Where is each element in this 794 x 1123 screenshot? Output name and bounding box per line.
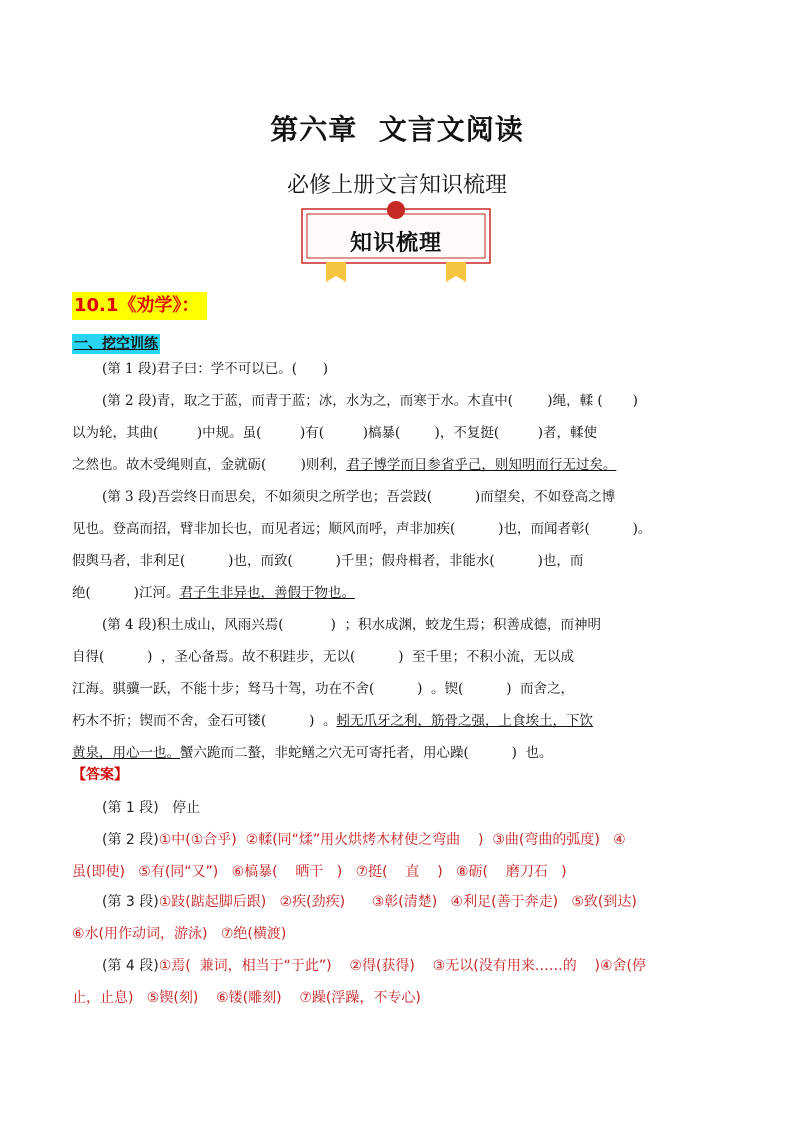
answer-line: (第 1 段) 停止 [102, 800, 201, 816]
chapter-title: 第六章 文言文阅读 [270, 113, 524, 146]
answer-line: (第 3 段)①跂(踮起脚后跟) ②疾(劲疾) ③彰(清楚) ④利足(善于奔走) ⑤致(到达) [102, 894, 637, 910]
banner-pin-icon [387, 201, 405, 219]
exercise-line: 假舆马者，非利足( )也，而致( )千里；假舟楫者，非能水( )也，而 [72, 553, 584, 569]
exercise-line: (第 3 段)吾尝终日而思矣，不如须臾之所学也；吾尝跂( )而望矣，不如登高之博 [102, 489, 616, 505]
page-subtitle: 必修上册文言知识梳理 [286, 173, 507, 198]
exercise-line: 绝( )江河。君子生非异也，善假于物也。 [72, 585, 355, 601]
exercise-line: 之然也。故木受绳则直，金就砺( )则利，君子博学而日参省乎己，则知明而行无过矣。 [72, 457, 617, 473]
underlined-sentence: 黄泉，用心一也。 [72, 745, 180, 761]
answer-line: 虽(即使) ⑤有(同“又”) ⑥槁暴( 晒干 ) ⑦挺( 直 ) ⑧砺( 磨刀石 ) [72, 864, 567, 880]
answer-line: 止，止息) ⑤锲(刻) ⑥镂(雕刻) ⑦躁(浮躁，不专心) [72, 990, 421, 1006]
exercise-line: 以为轮，其曲( )中规。虽( )有( )槁暴( )，不复挺( )者，輮使 [72, 425, 597, 441]
underlined-sentence: 君子生非异也，善假于物也。 [179, 585, 355, 601]
underlined-sentence: 蚓无爪牙之利，筋骨之强，上食埃土，下饮 [336, 713, 594, 729]
exercise-line: (第 1 段)君子曰：学不可以已。( ) [102, 361, 328, 377]
exercise-line: 自得( ) ，圣心备焉。故不积跬步，无以( ) 至千里；不积小流，无以成 [72, 649, 575, 665]
ribbon-left-icon [326, 262, 346, 282]
answer-line: ⑥水(用作动词，游泳) ⑦绝(横渡) [72, 926, 287, 942]
ribbon-right-icon [446, 262, 466, 282]
subsection-heading: 一、挖空训练 [74, 336, 158, 352]
underlined-sentence: 君子博学而日参省乎己，则知明而行无过矣。 [346, 457, 617, 473]
exercise-line: 黄泉，用心一也。蟹六跪而二螯，非蛇鳝之穴无可寄托者，用心躁( ) 也。 [72, 745, 553, 761]
section-heading: 10.1《劝学》： [72, 292, 207, 320]
answer-line: (第 4 段)①焉( 兼词，相当于“于此”) ②得(获得) ③无以(没有用来……的 )④舍(停 [102, 958, 646, 974]
exercise-line: 见也。登高而招，臂非加长也，而见者远；顺风而呼，声非加疾( )也，而闻者彰( )。 [72, 521, 652, 537]
banner-label: 知识梳理 [349, 231, 442, 256]
exercise-line: 朽木不折；锲而不舍，金石可镂( ) 。蚓无爪牙之利，筋骨之强，上食埃土，下饮 [72, 713, 594, 729]
exercise-line: 江海。骐骥一跃，不能十步；驽马十驾，功在不舍( ) 。锲( ) 而舍之， [72, 681, 575, 697]
answer-line: (第 2 段)①中(①合乎) ②輮(同“煣”用火烘烤木材使之弯曲 ) ③曲(弯曲的弧度) ④ [102, 832, 626, 848]
exercise-line: (第 4 段)积土成山，风雨兴焉( ) ；积水成渊，蛟龙生焉；积善成德，而神明 [102, 617, 602, 633]
answer-label: 【答案】 [72, 767, 128, 783]
exercise-line: (第 2 段)青，取之于蓝，而青于蓝；冰，水为之，而寒于水。木直中( )绳，輮 ( ) [102, 393, 638, 409]
